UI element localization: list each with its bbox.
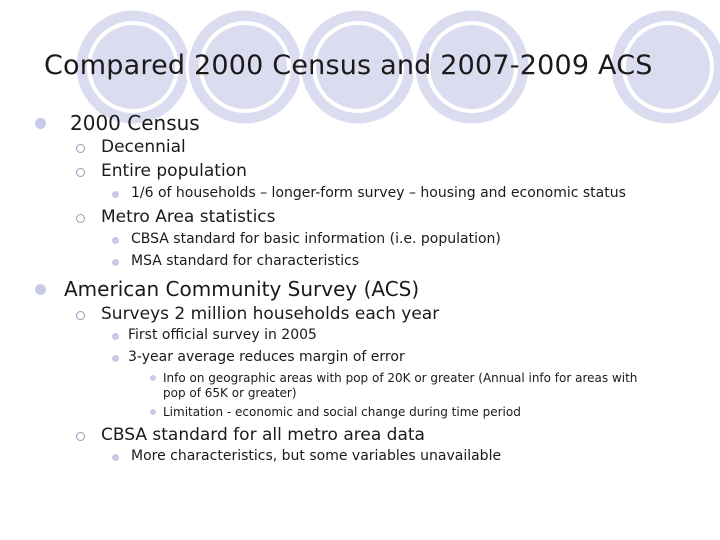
bullet-level2: Entire population <box>101 161 247 181</box>
bullet-level3: 1/6 of households – longer-form survey – housing and economic status <box>131 185 626 201</box>
bullet-level3: More characteristics, but some variables unavailable <box>131 448 502 464</box>
bullet-level1: 2000 Census <box>70 111 200 135</box>
bullet-level1: American Community Survey (ACS) <box>64 277 420 301</box>
bullet-icon <box>112 355 119 362</box>
hollow-bullet-icon <box>76 311 85 320</box>
bullet-level2: Metro Area statistics <box>101 207 276 227</box>
hollow-bullet-icon <box>76 144 85 153</box>
bullet-level3: MSA standard for characteristics <box>131 253 360 269</box>
bullet-icon <box>112 259 119 266</box>
bullet-level2: Decennial <box>101 137 186 157</box>
bullet-level3: CBSA standard for basic information (i.e. population) <box>131 231 501 247</box>
bullet-icon <box>112 237 119 244</box>
bullet-icon <box>150 375 156 381</box>
bullet-level4: Info on geographic areas with pop of 20K or greater (Annual info for areas with pop of 65K or greater) <box>163 371 638 400</box>
bullet-icon <box>35 284 46 295</box>
hollow-bullet-icon <box>76 432 85 441</box>
bullet-icon <box>35 118 46 129</box>
bullet-level2: CBSA standard for all metro area data <box>101 425 425 445</box>
bullet-icon <box>112 454 119 461</box>
bullet-level2: Surveys 2 million households each year <box>101 304 440 324</box>
bullet-icon <box>112 191 119 198</box>
bullet-icon <box>112 333 119 340</box>
bullet-level4: Limitation - economic and social change during time period <box>163 405 521 419</box>
hollow-bullet-icon <box>76 168 85 177</box>
bullet-icon <box>150 409 156 415</box>
slide-title: Compared 2000 Census and 2007-2009 ACS <box>44 50 653 81</box>
bullet-level3: 3-year average reduces margin of error <box>128 349 405 365</box>
hollow-bullet-icon <box>76 214 85 223</box>
bullet-level3: First official survey in 2005 <box>128 327 317 343</box>
